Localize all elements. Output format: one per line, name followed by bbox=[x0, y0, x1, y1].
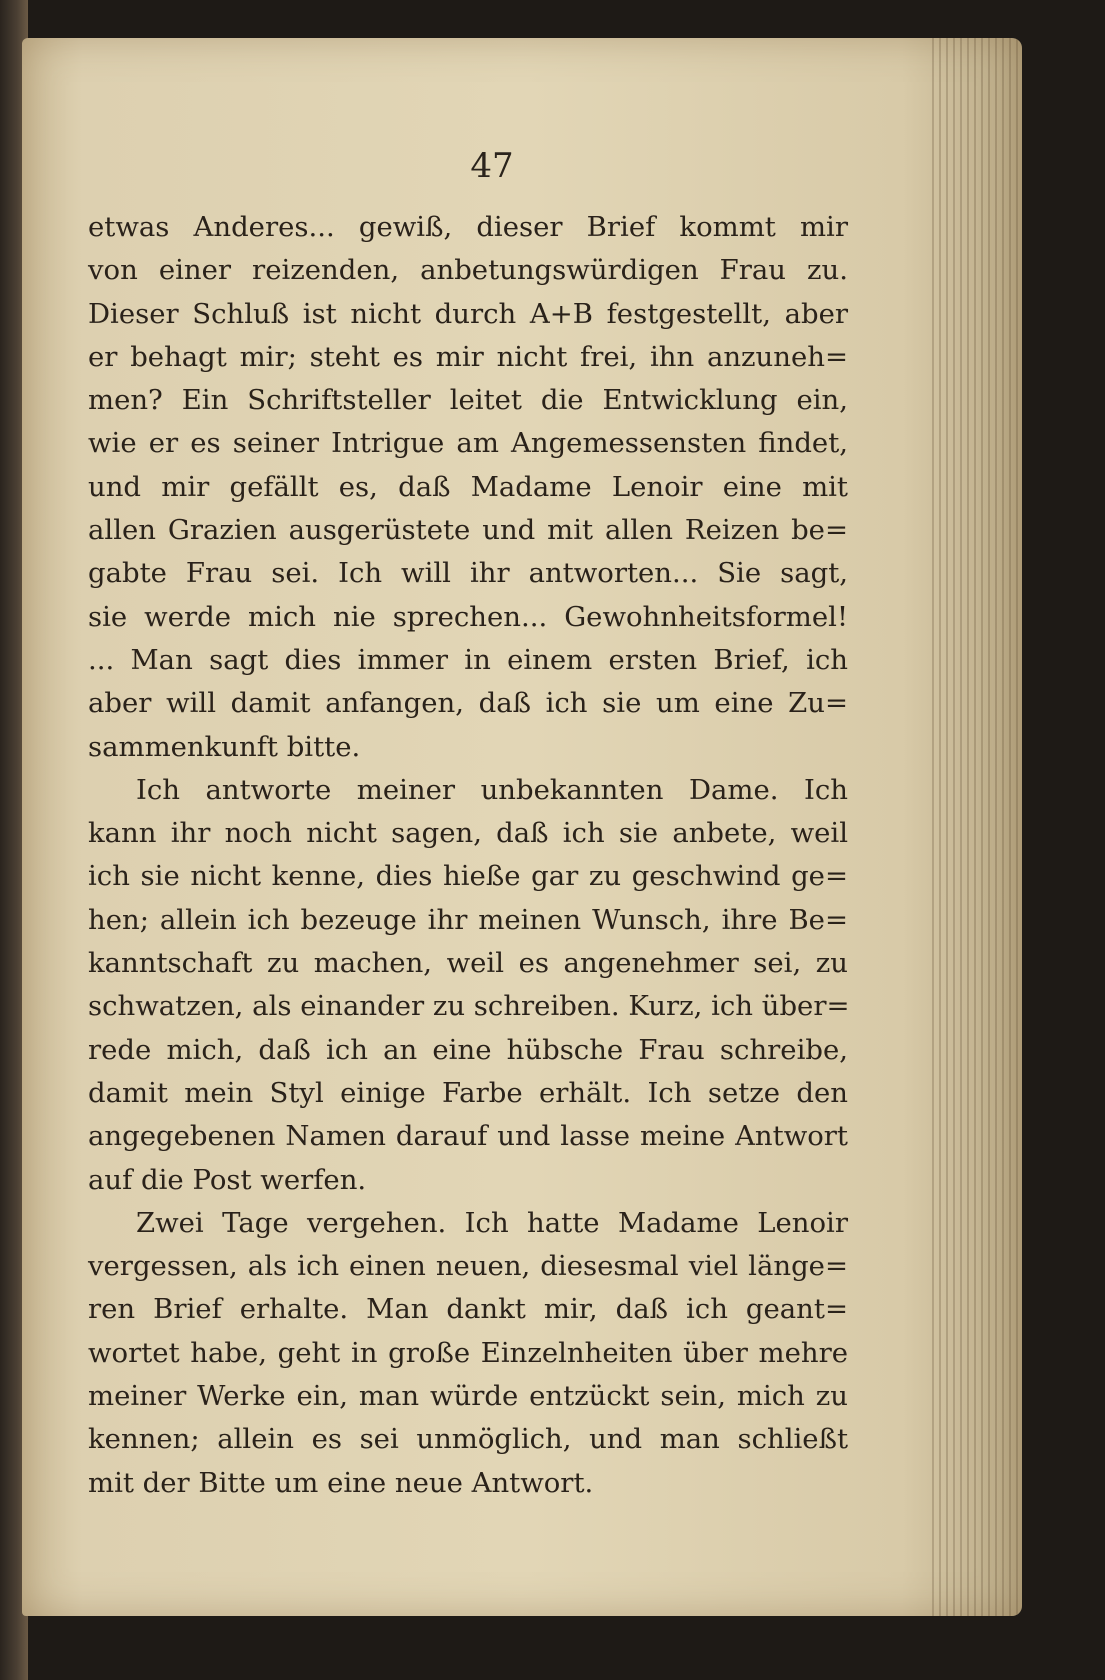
text-line: vergessen, als ich einen neuen, diesesmal viel länge= bbox=[88, 1250, 848, 1283]
text-line: hen; allein ich bezeuge ihr meinen Wunsch, ihre Be= bbox=[88, 903, 848, 936]
text-line: damit mein Styl einige Farbe erhält. Ich setze den bbox=[88, 1076, 848, 1109]
text-line: sammenkunft bitte. bbox=[88, 730, 361, 763]
text-line: ich sie nicht kenne, dies hieße gar zu geschwind ge= bbox=[88, 860, 848, 893]
text-line: von einer reizenden, anbetungswürdigen Frau zu. bbox=[88, 254, 848, 287]
text-line: rede mich, daß ich an eine hübsche Frau schreibe, bbox=[88, 1033, 848, 1066]
text-line: kennen; allein es sei unmöglich, und man schließt bbox=[88, 1423, 848, 1456]
text-line: er behagt mir; steht es mir nicht frei, ihn anzuneh= bbox=[88, 340, 848, 373]
text-line: men? Ein Schriftsteller leitet die Entwicklung ein, bbox=[88, 384, 848, 417]
text-line: wortet habe, geht in große Einzelnheiten über mehre bbox=[88, 1336, 848, 1369]
page-edges bbox=[932, 38, 1022, 1616]
text-line: Zwei Tage vergehen. Ich hatte Madame Lenoir bbox=[136, 1206, 848, 1239]
text-line: angegebenen Namen darauf und lasse meine Antwort bbox=[88, 1120, 848, 1153]
text-line: allen Grazien ausgerüstete und mit allen Reizen be= bbox=[88, 514, 848, 547]
body-text bbox=[88, 206, 848, 1505]
text-line: Dieser Schluß ist nicht durch A+B festgestellt, aber bbox=[88, 297, 848, 330]
text-line: und mir gefällt es, daß Madame Lenoir eine mit bbox=[88, 470, 848, 503]
text-line: kann ihr noch nicht sagen, daß ich sie anbete, weil bbox=[88, 817, 848, 850]
text-line: sie werde mich nie sprechen... Gewohnheitsformel! bbox=[88, 600, 848, 633]
book-page bbox=[22, 38, 1022, 1616]
text-line: ... Man sagt dies immer in einem ersten Brief, ich bbox=[88, 643, 848, 676]
text-line: meiner Werke ein, man würde entzückt sein, mich zu bbox=[88, 1380, 848, 1413]
text-line: gabte Frau sei. Ich will ihr antworten... Sie sagt, bbox=[88, 557, 848, 590]
text-line: wie er es seiner Intrigue am Angemessensten findet, bbox=[88, 427, 848, 460]
text-line: aber will damit anfangen, daß ich sie um eine Zu= bbox=[88, 687, 848, 720]
text-line: kanntschaft zu machen, weil es angenehmer sei, zu bbox=[88, 947, 848, 980]
page-number: 47 bbox=[470, 146, 514, 186]
text-line: mit der Bitte um eine neue Antwort. bbox=[88, 1466, 594, 1499]
text-line: etwas Anderes... gewiß, dieser Brief kommt mir bbox=[88, 211, 848, 243]
text-line: ren Brief erhalte. Man dankt mir, daß ich geant= bbox=[88, 1293, 848, 1326]
text-line: Ich antworte meiner unbekannten Dame. Ich bbox=[136, 773, 848, 806]
text-line: schwatzen, als einander zu schreiben. Kurz, ich über= bbox=[88, 990, 850, 1023]
text-line: auf die Post werfen. bbox=[88, 1163, 367, 1196]
